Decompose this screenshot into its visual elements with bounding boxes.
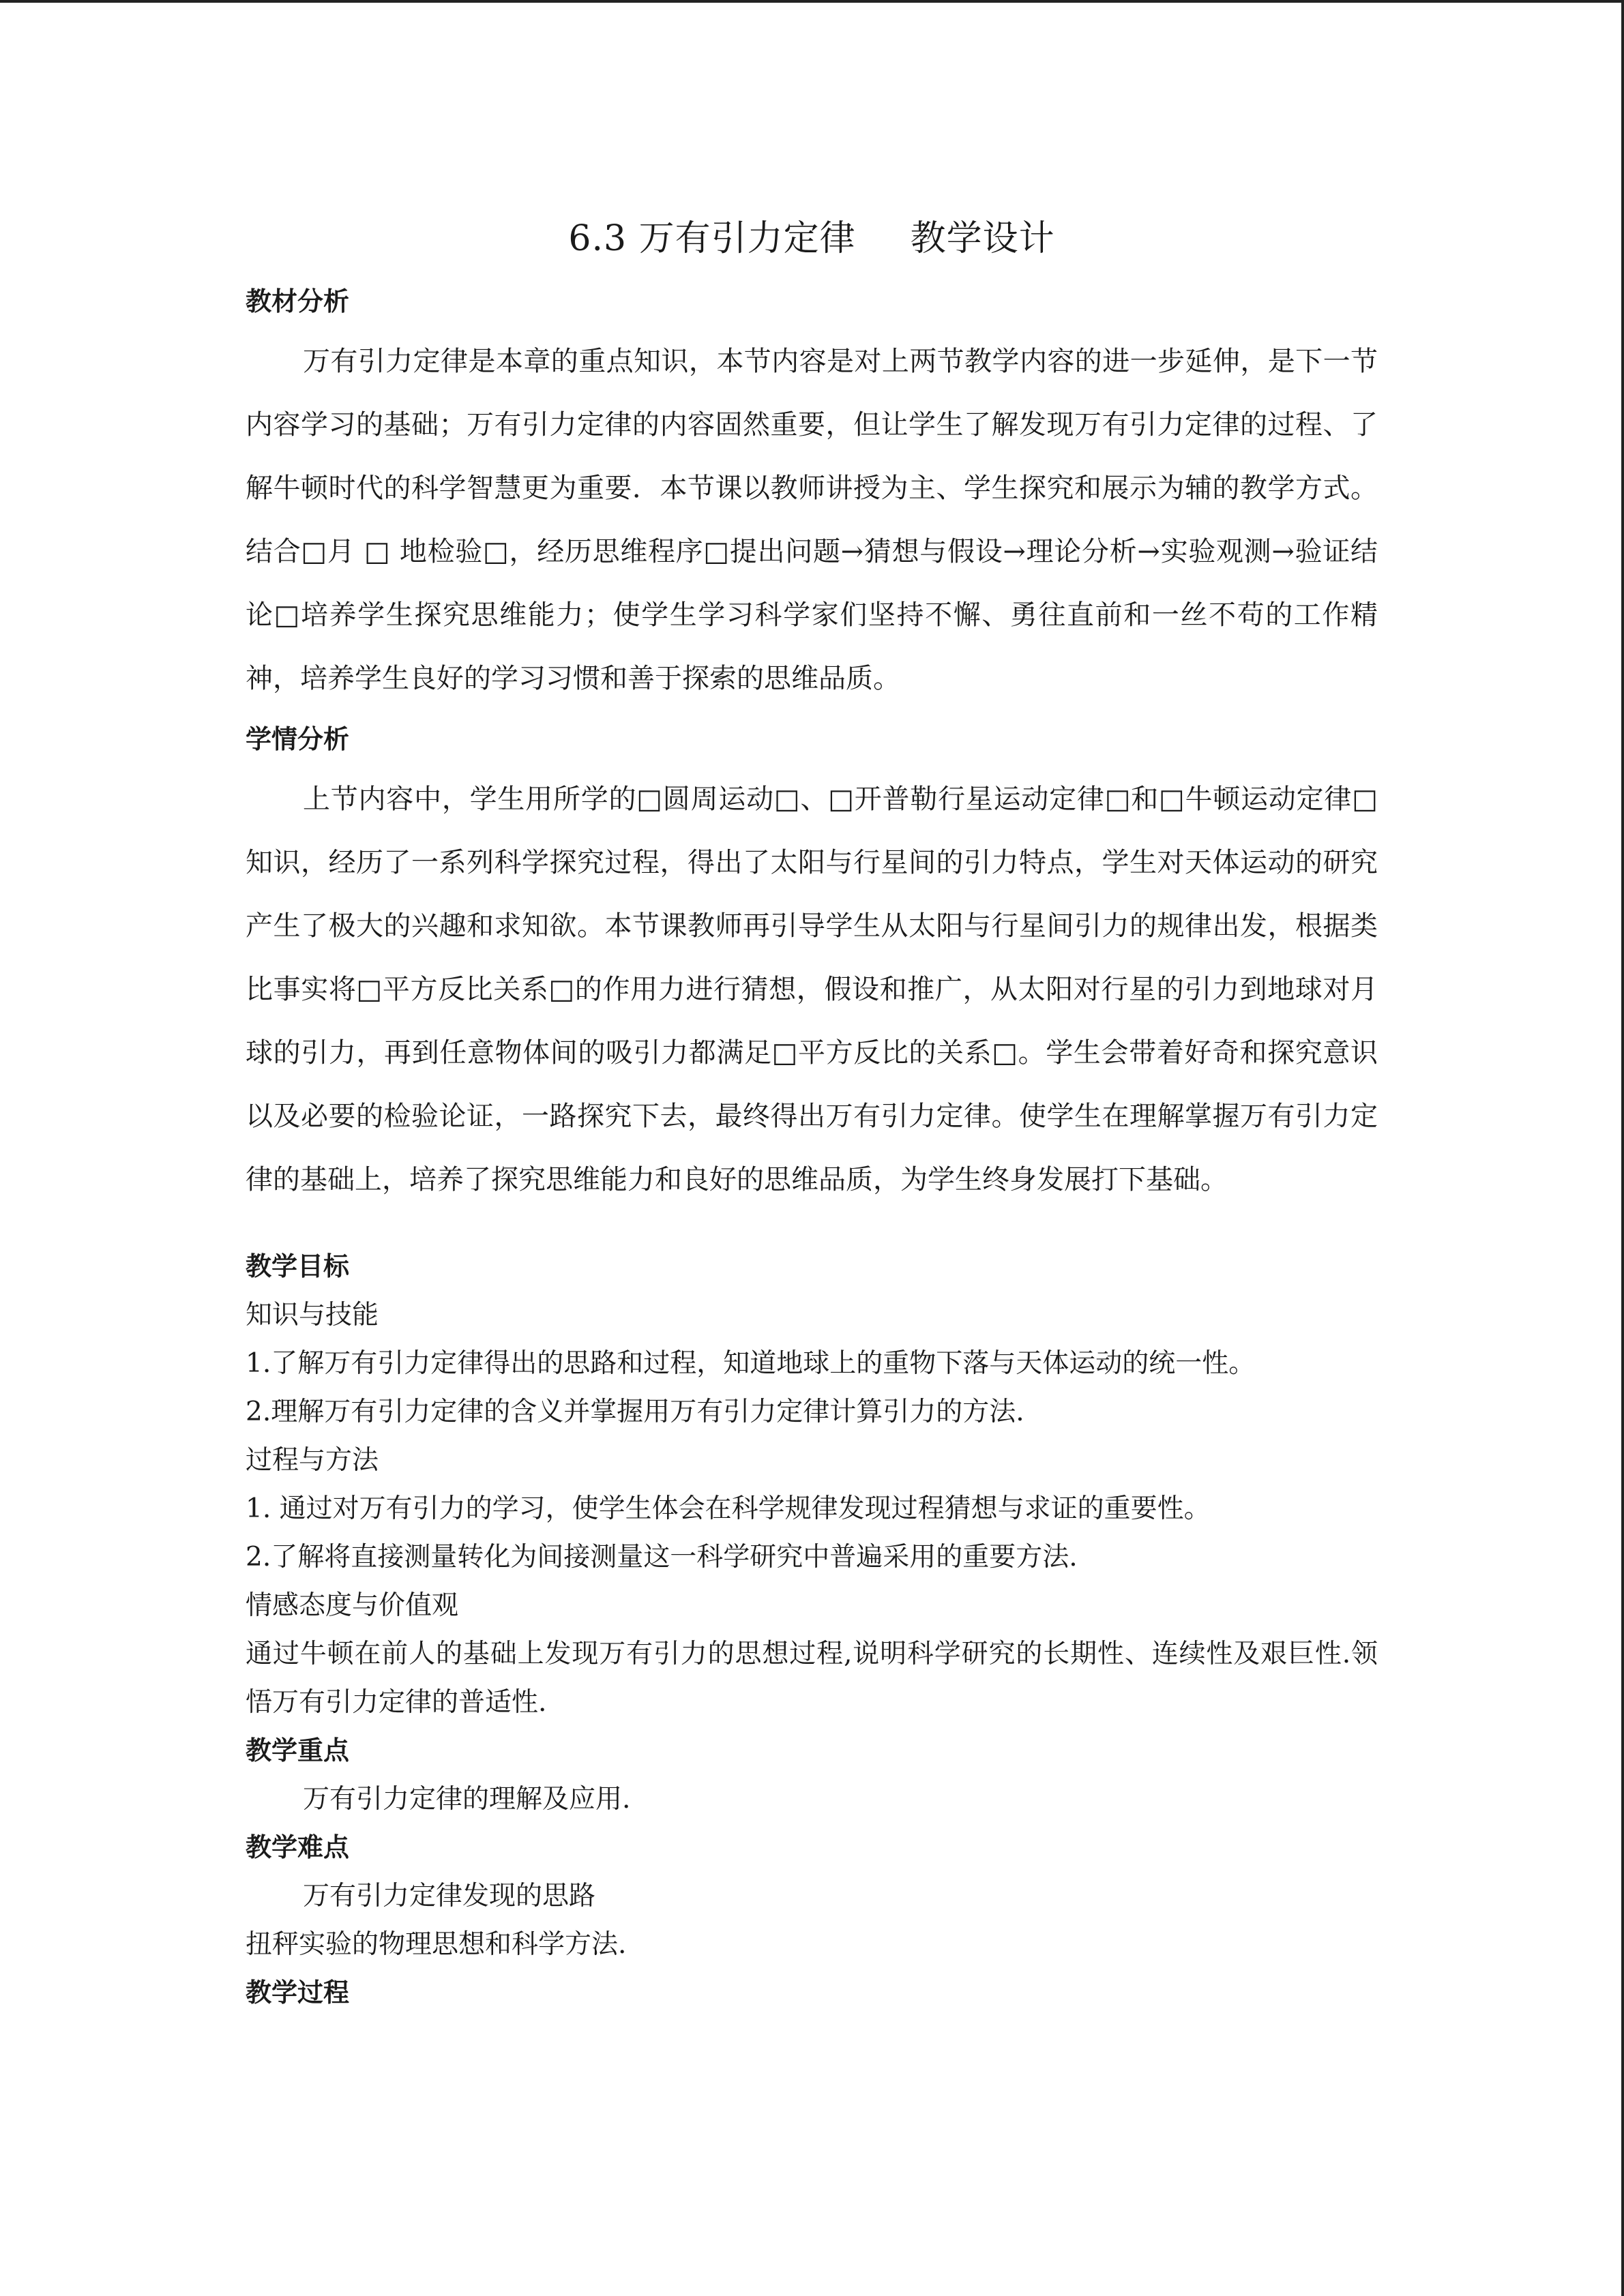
- heading-objectives: 教学目标: [246, 1251, 350, 1281]
- process-item-2: 2.了解将直接测量转化为间接测量这一科学研究中普遍采用的重要方法.: [246, 1542, 1078, 1572]
- knowledge-item-1: 1.了解万有引力定律得出的思路和过程，知道地球上的重物下落与天体运动的统一性。: [246, 1348, 1256, 1379]
- title-design: 教学设计: [910, 218, 1055, 259]
- subheading-emotion-values: 情感态度与价值观: [246, 1590, 459, 1621]
- paragraph-student-analysis: 上节内容中，学生用所学的□圆周运动□、□开普勒行星运动定律□和□牛顿运动定律□知识，经历了一系列科学探究过程，得出了太阳与行星间的引力特点，学生对天体运动的研究产生了极大的兴趣和求知欲。本节课教师再引导学生从太阳与行星间引力的规律出发，根据类比事实将□平方反比关系□的作用力进行猜想，假设和推广，从太阳对行星的引力到地球对月球的引力，再到任意物体间的吸引力都满足□平方反比的关系□。学生会带着好奇和探究意识以及必要的检验论证，一路探究下去，最终得出万有引力定律。使学生在理解掌握万有引力定律的基础上，培养了探究思维能力和良好的思维品质，为学生终身发展打下基础。: [246, 784, 1378, 1195]
- difficulty-text-2: 扭秤实验的物理思想和科学方法.: [246, 1929, 627, 1960]
- section-spacer: [246, 1212, 1378, 1242]
- paragraph-textbook-analysis: 万有引力定律是本章的重点知识，本节内容是对上两节教学内容的进一步延伸，是下一节内容学习的基础；万有引力定律的内容固然重要，但让学生了解发现万有引力定律的过程、了解牛顿时代的科学智慧更为重要．本节课以教师讲授为主、学生探究和展示为辅的教学方式。结合□月 □ 地检验□，经历思维程序□提出问题→猜想与假设→理论分析→实验观测→验证结论□培养学生探究思维能力；使学生学习科学家们坚持不懈、勇往直前和一丝不苟的工作精神，培养学生良好的学习习惯和善于探索的思维品质。: [246, 346, 1378, 694]
- heading-student-analysis: 学情分析: [246, 724, 350, 754]
- knowledge-item-2: 2.理解万有引力定律的含义并掌握用万有引力定律计算引力的方法.: [246, 1397, 1024, 1427]
- subheading-knowledge-skills: 知识与技能: [246, 1300, 379, 1330]
- heading-teaching-process: 教学过程: [246, 1978, 350, 2008]
- document-body: [246, 205, 1378, 2017]
- heading-key-point: 教学重点: [246, 1735, 350, 1765]
- key-point-text: 万有引力定律的理解及应用.: [303, 1784, 631, 1815]
- document-title: [246, 205, 1378, 273]
- heading-difficulty: 教学难点: [246, 1832, 350, 1862]
- difficulty-text-1: 万有引力定律发现的思路: [303, 1881, 596, 1911]
- title-lesson: 6.3 万有引力定律: [568, 218, 856, 259]
- subheading-process-method: 过程与方法: [246, 1445, 379, 1476]
- emotion-values-text: 通过牛顿在前人的基础上发现万有引力的思想过程,说明科学研究的长期性、连续性及艰巨性.领悟万有引力定律的普适性.: [246, 1639, 1378, 1718]
- process-item-1: 1. 通过对万有引力的学习，使学生体会在科学规律发现过程猜想与求证的重要性。: [246, 1493, 1211, 1524]
- heading-textbook-analysis: 教材分析: [246, 286, 350, 316]
